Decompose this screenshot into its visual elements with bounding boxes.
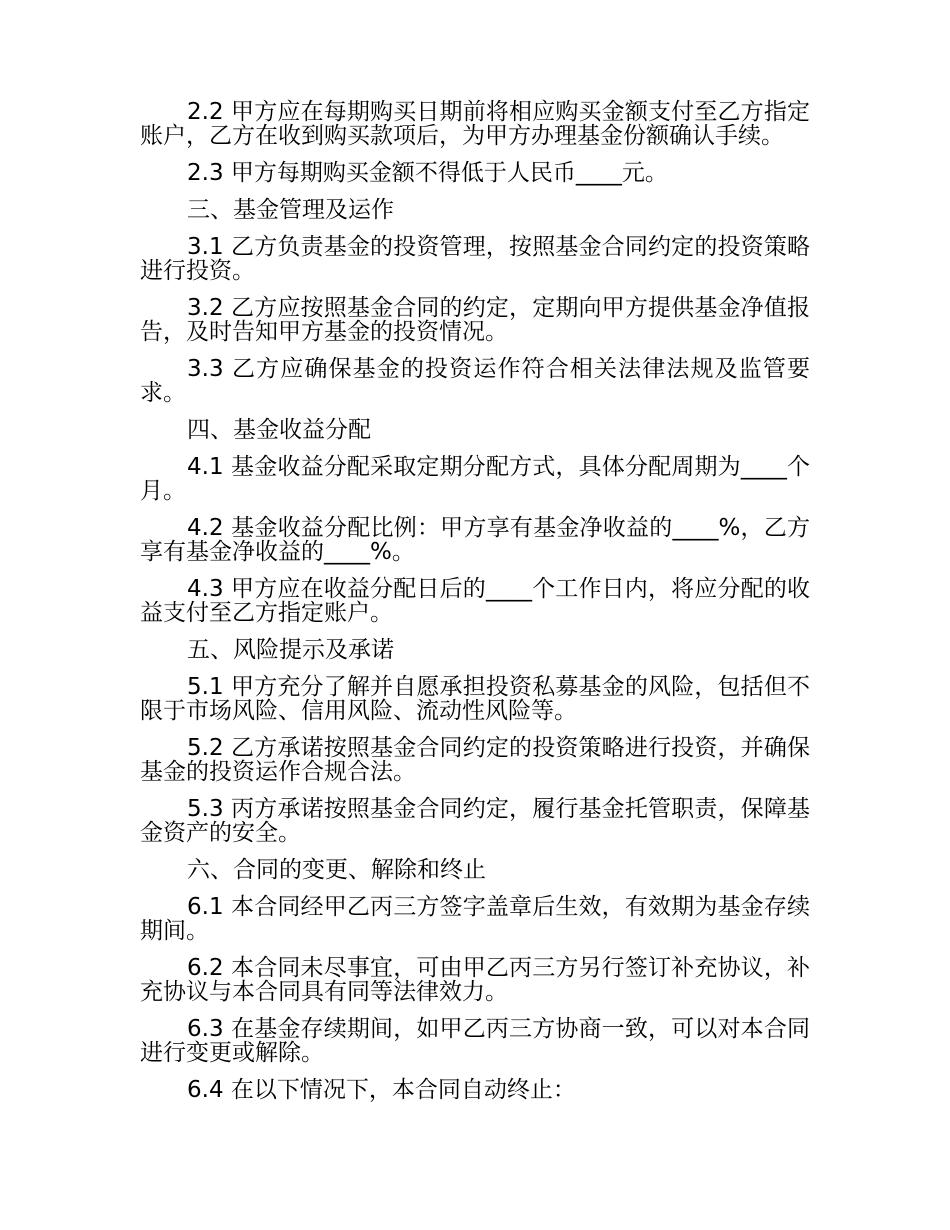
clause-5-2: 5.2 乙方承诺按照基金合同约定的投资策略进行投资，并确保基金的投资运作合规合法。 <box>140 735 810 785</box>
clause-2-2: 2.2 甲方应在每期购买日期前将相应购买金额支付至乙方指定账户，乙方在收到购买款项后，为甲方办理基金份额确认手续。 <box>140 99 810 149</box>
clause-3-2: 3.2 乙方应按照基金合同的约定，定期向甲方提供基金净值报告，及时告知甲方基金的投资情况。 <box>140 295 810 345</box>
clause-5-1: 5.1 甲方充分了解并自愿承担投资私募基金的风险，包括但不限于市场风险、信用风险、流动性风险等。 <box>140 674 810 724</box>
section-heading-5: 五、风险提示及承诺 <box>187 637 394 663</box>
clause-4-1: 4.1 基金收益分配采取定期分配方式，具体分配周期为____个月。 <box>140 454 810 504</box>
clause-2-3: 2.3 甲方每期购买金额不得低于人民币____元。 <box>187 160 668 186</box>
clause-3-1: 3.1 乙方负责基金的投资管理，按照基金合同约定的投资策略进行投资。 <box>140 234 810 284</box>
document-body <box>140 100 810 1115</box>
clause-6-2: 6.2 本合同未尽事宜，可由甲乙丙三方另行签订补充协议，补充协议与本合同具有同等法律效力。 <box>140 955 810 1005</box>
clause-6-1: 6.1 本合同经甲乙丙三方签字盖章后生效，有效期为基金存续期间。 <box>140 894 810 944</box>
section-heading-3: 三、基金管理及运作 <box>187 197 394 223</box>
clause-6-4: 6.4 在以下情况下，本合同自动终止： <box>187 1077 576 1103</box>
clause-6-3: 6.3 在基金存续期间，如甲乙丙三方协商一致，可以对本合同进行变更或解除。 <box>140 1016 810 1066</box>
clause-5-3: 5.3 丙方承诺按照基金合同约定，履行基金托管职责，保障基金资产的安全。 <box>140 796 810 846</box>
clause-4-3: 4.3 甲方应在收益分配日后的____个工作日内，将应分配的收益支付至乙方指定账户。 <box>140 576 810 626</box>
section-heading-4: 四、基金收益分配 <box>187 417 371 443</box>
section-heading-6: 六、合同的变更、解除和终止 <box>187 857 486 883</box>
clause-4-2: 4.2 基金收益分配比例：甲方享有基金净收益的____%，乙方享有基金净收益的____%。 <box>140 515 810 565</box>
clause-3-3: 3.3 乙方应确保基金的投资运作符合相关法律法规及监管要求。 <box>140 356 810 406</box>
